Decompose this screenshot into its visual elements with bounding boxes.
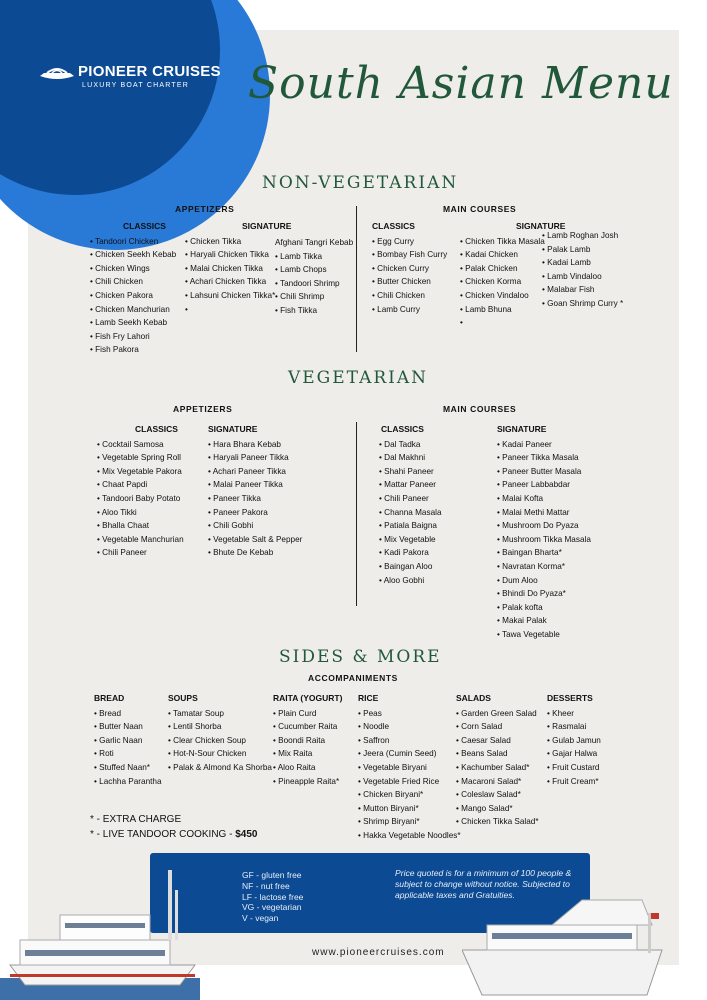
menu-item: • Caesar Salad <box>456 734 539 748</box>
menu-item: • Mushroom Do Pyaza <box>497 519 591 533</box>
menu-item: • Fish Pakora <box>90 343 176 357</box>
menu-item: • Lachha Parantha <box>94 775 162 789</box>
menu-item: • Vegetable Salt & Pepper <box>208 533 302 547</box>
menu-item: • Chicken Seekh Kebab <box>90 248 176 262</box>
menu-item: • Vegetable Spring Roll <box>97 451 184 465</box>
page-title: South Asian Menu <box>248 58 674 109</box>
menu-item: • Dal Makhni <box>379 451 442 465</box>
menu-item: • Lamb Vindaloo <box>542 270 623 284</box>
price-note: Price quoted is for a minimum of 100 people & subject to change without notice. Subjected to applicable taxes and Gratuities. <box>395 868 572 900</box>
menu-item: • Malai Methi Mattar <box>497 506 591 520</box>
menu-item: • Achari Paneer Tikka <box>208 465 302 479</box>
menu-item: • Jeera (Cumin Seed) <box>358 747 461 761</box>
brand-tagline: LUXURY BOAT CHARTER <box>82 82 189 89</box>
dietary-legend <box>242 870 303 924</box>
sides-desserts <box>547 692 601 788</box>
column-header: RAITA (YOGURT) <box>273 693 343 703</box>
menu-item: • Clear Chicken Soup <box>168 734 272 748</box>
menu-item: • Malabar Fish <box>542 283 623 297</box>
menu-item: • Palak Lamb <box>542 243 623 257</box>
menu-item: • Paneer Tikka Masala <box>497 451 591 465</box>
menu-item: • Lamb Seekh Kebab <box>90 316 176 330</box>
menu-item: • Palak Chicken <box>460 262 565 276</box>
nonveg-main-courses-heading: MAIN COURSES <box>443 204 517 214</box>
menu-item: • Patiala Baigna <box>379 519 442 533</box>
sides-bread <box>94 692 162 788</box>
menu-item: • Chicken Biryani* <box>358 788 461 802</box>
menu-item: • Chicken Tikka Masala <box>460 235 565 249</box>
menu-item: • Hot-N-Sour Chicken <box>168 747 272 761</box>
nonveg-main-classics <box>372 220 447 316</box>
menu-item: • Mix Vegetable <box>379 533 442 547</box>
menu-item: • Stuffed Naan* <box>94 761 162 775</box>
menu-item: • Boondi Raita <box>273 734 342 748</box>
tandoor-label: * - LIVE TANDOOR COOKING - <box>90 829 236 840</box>
menu-item: • Chili Chicken <box>372 289 447 303</box>
divider-line <box>356 206 357 352</box>
tandoor-price: $450 <box>235 829 258 840</box>
veg-main-classics <box>379 423 442 587</box>
menu-item: Afghani Tangri Kebab <box>275 238 354 247</box>
menu-item: • Kadi Pakora <box>379 546 442 560</box>
menu-item: • Lamb Roghan Josh <box>542 229 623 243</box>
yacht-right-image <box>462 895 707 1000</box>
menu-item: • Noodle <box>358 720 461 734</box>
column-header: CLASSICS <box>372 221 415 231</box>
menu-item: • Chicken Tikka <box>185 235 291 249</box>
nonveg-appetizers-heading: APPETIZERS <box>175 204 235 214</box>
column-header: SIGNATURE <box>208 424 258 434</box>
menu-item: • Chili Shrimp <box>275 290 353 304</box>
menu-item: • Palak kofta <box>497 601 591 615</box>
menu-item: • Baingan Bharta* <box>497 546 591 560</box>
menu-item: • Kadai Chicken <box>460 248 565 262</box>
menu-item <box>460 316 565 330</box>
menu-item: • Aloo Tikki <box>97 506 184 520</box>
menu-item: • Lamb Tikka <box>275 250 353 264</box>
menu-item: • Chaat Papdi <box>97 478 184 492</box>
menu-item: • Haryali Paneer Tikka <box>208 451 302 465</box>
menu-item: • Lentil Shorba <box>168 720 272 734</box>
menu-item: • Paneer Butter Masala <box>497 465 591 479</box>
menu-item: • Chicken Tikka Salad* <box>456 815 539 829</box>
menu-item: • Egg Curry <box>372 235 447 249</box>
menu-item: • Bhalla Chaat <box>97 519 184 533</box>
menu-item: • Roti <box>94 747 162 761</box>
menu-item: • Goan Shrimp Curry * <box>542 297 623 311</box>
menu-item: • Haryali Chicken Tikka <box>185 248 291 262</box>
menu-item: • Saffron <box>358 734 461 748</box>
menu-item: • Paneer Tikka <box>208 492 302 506</box>
tandoor-note <box>90 829 257 840</box>
menu-item: • Bombay Fish Curry <box>372 248 447 262</box>
menu-item: • Mango Salad* <box>456 802 539 816</box>
menu-item: • Garlic Naan <box>94 734 162 748</box>
menu-item: • Kadai Paneer <box>497 438 591 452</box>
veg-heading: VEGETARIAN <box>288 368 429 388</box>
menu-item: • Palak & Almond Ka Shorba <box>168 761 272 775</box>
menu-item: • Pineapple Raita* <box>273 775 342 789</box>
sides-raita <box>273 692 342 788</box>
sides-salads <box>456 692 539 829</box>
column-header: BREAD <box>94 693 125 703</box>
veg-app-classics <box>97 423 184 560</box>
menu-item: • Paneer Labbabdar <box>497 478 591 492</box>
menu-item: • Mattar Paneer <box>379 478 442 492</box>
menu-item: • Paneer Pakora <box>208 506 302 520</box>
menu-item: • Chicken Vindaloo <box>460 289 565 303</box>
sides-heading: SIDES & MORE <box>279 647 442 667</box>
menu-item: • Kadai Lamb <box>542 256 623 270</box>
yacht-left-image <box>0 870 200 1000</box>
menu-item: • Coleslaw Salad* <box>456 788 539 802</box>
legend-item: LF - lactose free <box>242 891 304 902</box>
column-header: RICE <box>358 693 379 703</box>
menu-item: • Vegetable Biryani <box>358 761 461 775</box>
menu-item: • Fish Tikka <box>275 304 353 318</box>
menu-item: • Bread <box>94 707 162 721</box>
menu-item: • Navratan Korma* <box>497 560 591 574</box>
sides-rice <box>358 692 461 843</box>
menu-item: • Shrimp Biryani* <box>358 815 461 829</box>
menu-item: • Macaroni Salad* <box>456 775 539 789</box>
menu-item: • Kachumber Salad* <box>456 761 539 775</box>
menu-item: • Chili Chicken <box>90 275 176 289</box>
menu-item: • Dal Tadka <box>379 438 442 452</box>
legend-item: VG - vegetarian <box>242 902 302 913</box>
menu-item: • Makai Palak <box>497 614 591 628</box>
menu-item: • Rasmalai <box>547 720 601 734</box>
menu-item: • Mushroom Tikka Masala <box>497 533 591 547</box>
menu-item: • Lahsuni Chicken Tikka* <box>185 289 291 303</box>
legend-item: NF - nut free <box>242 880 290 891</box>
menu-item: • Fruit Cream* <box>547 775 601 789</box>
menu-item: • Cocktail Samosa <box>97 438 184 452</box>
menu-item: • Beans Salad <box>456 747 539 761</box>
menu-item: • Malai Kofta <box>497 492 591 506</box>
column-header: SIGNATURE <box>242 221 292 231</box>
menu-item: • Fruit Custard <box>547 761 601 775</box>
veg-app-signature <box>208 423 302 560</box>
menu-item: • Tandoori Shrimp <box>275 277 353 291</box>
menu-item: • Chicken Korma <box>460 275 565 289</box>
menu-item: • Kheer <box>547 707 601 721</box>
menu-item: • Peas <box>358 707 461 721</box>
column-header: SIGNATURE <box>497 424 547 434</box>
menu-item: • Chicken Pakora <box>90 289 176 303</box>
legend-item: V - vegan <box>242 913 279 924</box>
veg-main-signature <box>497 423 591 642</box>
column-header: DESSERTS <box>547 693 593 703</box>
column-header: CLASSICS <box>381 424 424 434</box>
menu-item: • Chili Paneer <box>97 546 184 560</box>
menu-item: • Gajar Halwa <box>547 747 601 761</box>
menu-item: • Malai Chicken Tikka <box>185 262 291 276</box>
menu-item: • Tamatar Soup <box>168 707 272 721</box>
menu-item: • Butter Naan <box>94 720 162 734</box>
menu-item: • Cucumber Raita <box>273 720 342 734</box>
menu-item: • Lamb Bhuna <box>460 303 565 317</box>
legend-item: GF - gluten free <box>242 870 302 880</box>
menu-item: • Fish Fry Lahori <box>90 330 176 344</box>
column-header: SIGNATURE <box>516 221 566 231</box>
menu-item: • Lamb Curry <box>372 303 447 317</box>
menu-item: • Tawa Vegetable <box>497 628 591 642</box>
menu-item: • Dum Aloo <box>497 574 591 588</box>
divider-line <box>356 422 357 606</box>
menu-item: • Chicken Manchurian <box>90 303 176 317</box>
menu-item: • Chicken Curry <box>372 262 447 276</box>
menu-item: • Chili Gobhi <box>208 519 302 533</box>
menu-item: • Shahi Paneer <box>379 465 442 479</box>
accompaniments-heading: ACCOMPANIMENTS <box>308 673 398 683</box>
menu-item: • Mix Raita <box>273 747 342 761</box>
menu-item: • Corn Salad <box>456 720 539 734</box>
menu-item: • Gulab Jamun <box>547 734 601 748</box>
column-header: SOUPS <box>168 693 198 703</box>
menu-item: • Butter Chicken <box>372 275 447 289</box>
menu-item: • Hakka Vegetable Noodles* <box>358 829 461 843</box>
menu-item: • Malai Paneer Tikka <box>208 478 302 492</box>
column-header: SALADS <box>456 693 491 703</box>
website-url: www.pioneercruises.com <box>312 947 445 958</box>
column-header: CLASSICS <box>135 424 178 434</box>
column-header: CLASSICS <box>123 221 166 231</box>
ship-logo-icon <box>38 64 76 82</box>
nonveg-main-signature-2 <box>542 229 623 311</box>
nonveg-app-classics <box>90 220 176 357</box>
nonveg-app-signature-2 <box>275 236 353 318</box>
menu-item: • Aloo Gobhi <box>379 574 442 588</box>
menu-item: • Chili Paneer <box>379 492 442 506</box>
menu-item: • Baingan Aloo <box>379 560 442 574</box>
menu-item: • Plain Curd <box>273 707 342 721</box>
menu-item: • Tandoori Chicken <box>90 235 176 249</box>
veg-main-courses-heading: MAIN COURSES <box>443 404 517 414</box>
menu-item: • Lamb Chops <box>275 263 353 277</box>
menu-item: • Channa Masala <box>379 506 442 520</box>
menu-item: • Vegetable Fried Rice <box>358 775 461 789</box>
menu-item: • Garden Green Salad <box>456 707 539 721</box>
menu-item: • Vegetable Manchurian <box>97 533 184 547</box>
menu-item: • Aloo Raita <box>273 761 342 775</box>
menu-item: • Hara Bhara Kebab <box>208 438 302 452</box>
menu-item: • Tandoori Baby Potato <box>97 492 184 506</box>
veg-appetizers-heading: APPETIZERS <box>173 404 233 414</box>
menu-item: • Bhindi Do Pyaza* <box>497 587 591 601</box>
menu-item: • Achari Chicken Tikka <box>185 275 291 289</box>
menu-item: • Chicken Wings <box>90 262 176 276</box>
menu-item: • Mix Vegetable Pakora <box>97 465 184 479</box>
extra-charge-note: * - EXTRA CHARGE <box>90 814 182 825</box>
menu-item: • Bhute De Kebab <box>208 546 302 560</box>
menu-item: • Mutton Biryani* <box>358 802 461 816</box>
nonveg-heading: NON-VEGETARIAN <box>262 173 459 193</box>
brand-name: PIONEER CRUISES <box>78 63 221 80</box>
sides-soups <box>168 692 272 775</box>
